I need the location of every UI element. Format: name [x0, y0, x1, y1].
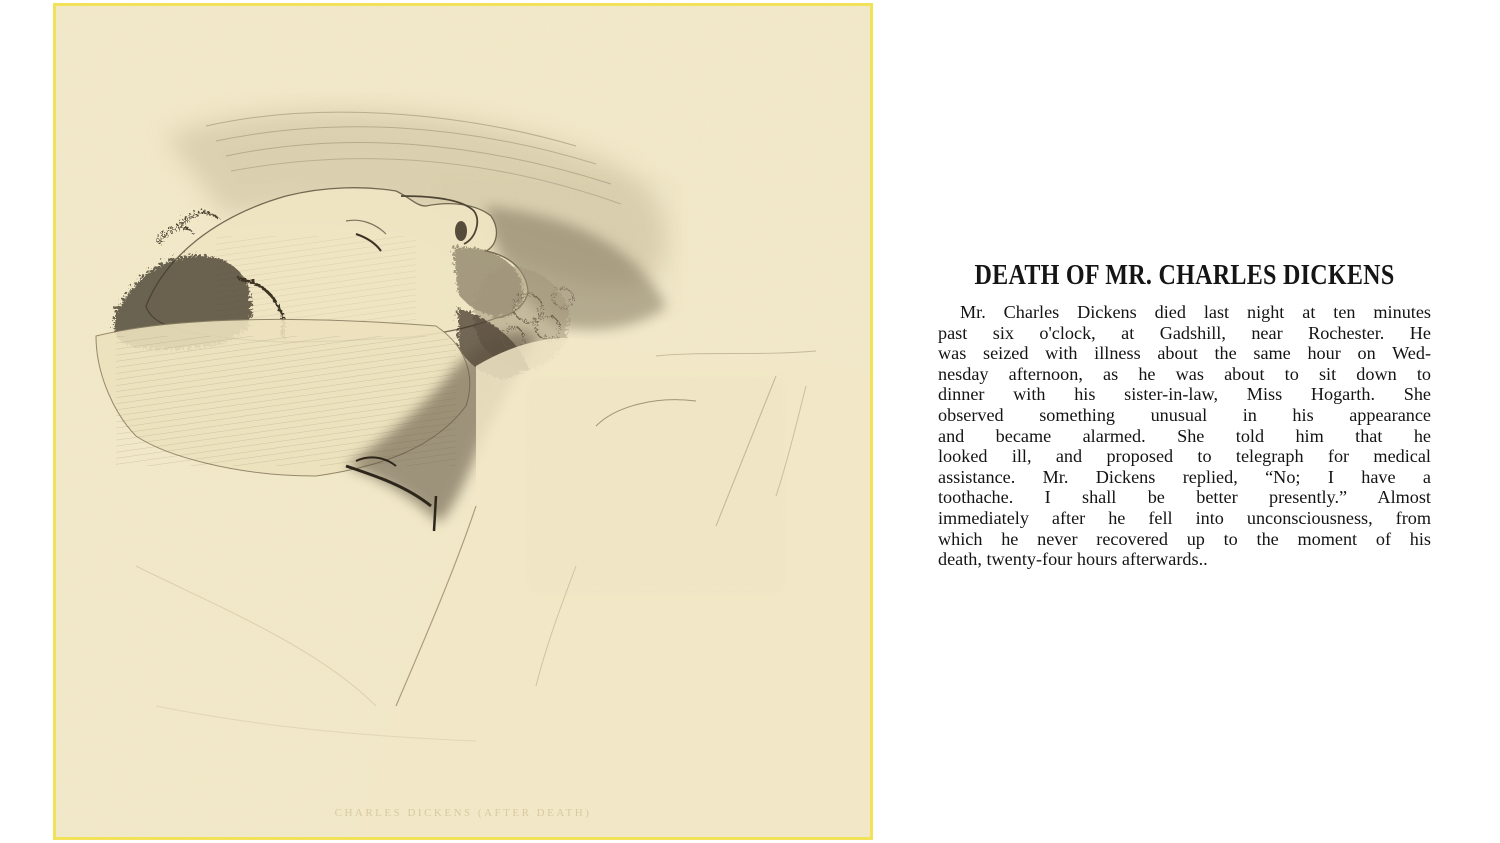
- article-line: which he never recovered up to the moment of his: [938, 528, 1431, 549]
- article-body: [938, 302, 1431, 570]
- article-line: observed something unusual in his appearance: [938, 404, 1431, 425]
- illustration-plate: [53, 3, 873, 840]
- article-line: immediately after he fell into unconsciousness, from: [938, 507, 1431, 528]
- article-line: looked ill, and proposed to telegraph for medical: [938, 446, 1431, 467]
- deathbed-sketch: [56, 6, 870, 837]
- article-line: dinner with his sister-in-law, Miss Hogarth. She: [938, 384, 1431, 405]
- article-line: toothache. I shall be better presently.” Almost: [938, 487, 1431, 508]
- article-line: past six o'clock, at Gadshill, near Rochester. He: [938, 322, 1431, 343]
- article-line: Mr. Charles Dickens died last night at ten minutes: [960, 302, 1431, 322]
- newspaper-article: [938, 258, 1431, 570]
- article-line: nesday afternoon, as he was about to sit down to: [938, 363, 1431, 384]
- article-headline: DEATH OF MR. CHARLES DICKENS: [974, 260, 1395, 291]
- article-line: assistance. Mr. Dickens replied, “No; I have a: [938, 466, 1431, 487]
- article-line: was seized with illness about the same hour on Wed-: [938, 343, 1431, 364]
- illustration-caption: CHARLES DICKENS (AFTER DEATH): [334, 807, 592, 819]
- article-line: death, twenty-four hours afterwards..: [938, 549, 1208, 570]
- article-line: and became alarmed. She told him that he: [938, 425, 1431, 446]
